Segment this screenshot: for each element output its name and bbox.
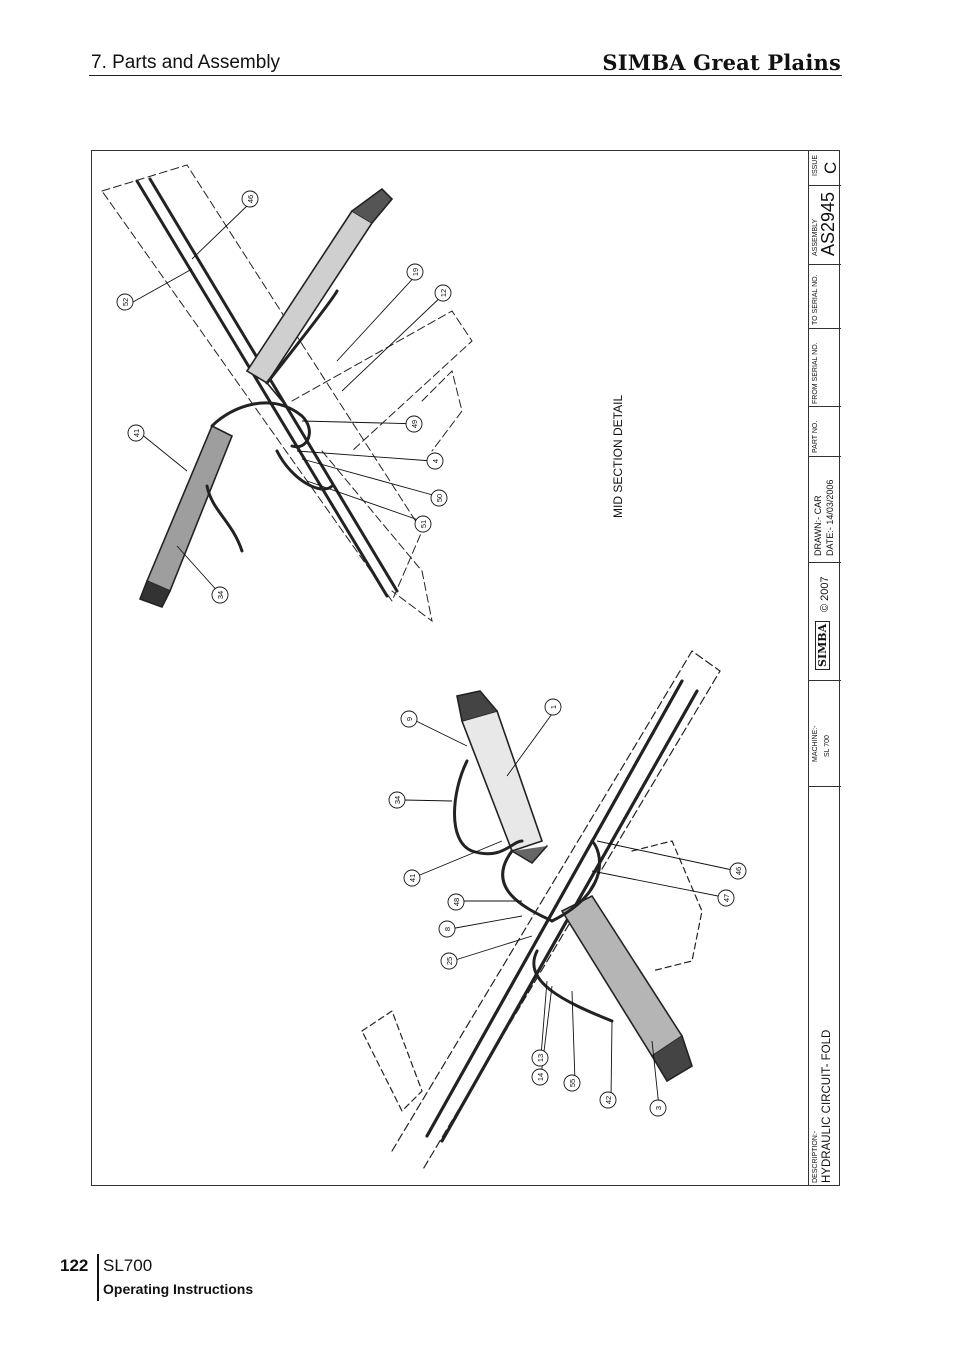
callout-1 — [545, 699, 561, 715]
callout-49 — [406, 416, 422, 432]
drawn-by: DRAWN:- CAR — [813, 495, 823, 556]
svg-text:52: 52 — [121, 297, 130, 307]
callout-4 — [427, 453, 443, 469]
header-rule — [89, 75, 842, 76]
callout-13 — [532, 1050, 548, 1066]
mid-upper-cylinder — [247, 189, 392, 401]
svg-text:14: 14 — [536, 1072, 545, 1082]
svg-text:46: 46 — [246, 194, 255, 204]
callout-12 — [435, 285, 451, 301]
svg-text:25: 25 — [445, 956, 454, 966]
svg-text:3: 3 — [654, 1105, 663, 1111]
callout-9 — [401, 711, 417, 727]
svg-text:12: 12 — [439, 288, 448, 298]
assembly-number: AS2945 — [818, 191, 838, 256]
callout-3 — [650, 1100, 666, 1116]
callout-34 — [212, 587, 228, 603]
svg-text:19: 19 — [411, 267, 420, 277]
svg-text:51: 51 — [419, 519, 428, 529]
callout-46 — [242, 191, 258, 207]
callout-41 — [404, 870, 420, 886]
svg-text:48: 48 — [452, 897, 461, 907]
callout-41 — [128, 425, 144, 441]
brand-logo: SIMBA Great Plains — [602, 50, 841, 75]
document-subtitle: Operating Instructions — [103, 1281, 254, 1297]
hydraulic-drawing — [92, 151, 808, 1185]
issue-value: C — [821, 161, 840, 174]
copyright: © 2007 — [819, 576, 831, 612]
callout-25 — [441, 953, 457, 969]
mid-section-label: MID SECTION DETAIL — [611, 394, 625, 518]
callout-51 — [415, 516, 431, 532]
main-upper-cylinder — [457, 691, 547, 863]
svg-text:34: 34 — [393, 795, 402, 805]
svg-text:55: 55 — [568, 1078, 577, 1088]
svg-text:1: 1 — [549, 704, 558, 710]
callout-47 — [718, 890, 734, 906]
footer-divider — [97, 1254, 99, 1301]
svg-text:9: 9 — [405, 716, 414, 722]
assembly-label: ASSEMBLY — [812, 218, 819, 256]
svg-text:34: 34 — [216, 590, 225, 600]
drawing-date: DATE:- 14/03/2006 — [825, 479, 835, 556]
svg-text:50: 50 — [435, 493, 444, 503]
model-name: SL700 — [103, 1256, 153, 1275]
svg-text:42: 42 — [604, 1095, 613, 1105]
svg-text:41: 41 — [408, 873, 417, 883]
callout-52 — [117, 294, 133, 310]
callout-46 — [730, 863, 746, 879]
page-number: 122 — [60, 1256, 89, 1275]
description: HYDRAULIC CIRCUIT- FOLD — [821, 1029, 833, 1183]
part-no-label: PART NO. — [812, 420, 819, 453]
callout-48 — [448, 894, 464, 910]
callout-55 — [564, 1075, 580, 1091]
section-title: 7. Parts and Assembly — [91, 52, 281, 73]
svg-text:4: 4 — [431, 458, 440, 464]
machine-value: SL 700 — [824, 735, 831, 757]
simba-stamp: SIMBA — [815, 621, 830, 670]
mid-frame-beam — [102, 165, 472, 621]
callout-19 — [407, 264, 423, 280]
mid-lower-cylinder — [140, 426, 232, 607]
svg-text:13: 13 — [536, 1053, 545, 1063]
callout-14 — [532, 1069, 548, 1085]
machine-label: MACHINE:- — [812, 725, 819, 762]
callout-34 — [389, 792, 405, 808]
svg-text:47: 47 — [722, 893, 731, 903]
to-serial-label: TO SERIAL NO. — [812, 274, 819, 325]
svg-text:8: 8 — [443, 926, 452, 932]
callout-8 — [439, 921, 455, 937]
callout-42 — [600, 1092, 616, 1108]
issue-label: ISSUE — [812, 154, 819, 176]
svg-text:41: 41 — [132, 428, 141, 438]
main-lower-cylinder — [562, 896, 692, 1081]
callout-50 — [431, 490, 447, 506]
svg-text:49: 49 — [410, 419, 419, 429]
svg-text:46: 46 — [734, 866, 743, 876]
description-label: DESCRIPTION:- — [812, 1130, 819, 1183]
from-serial-label: FROM SERIAL NO. — [812, 342, 819, 404]
